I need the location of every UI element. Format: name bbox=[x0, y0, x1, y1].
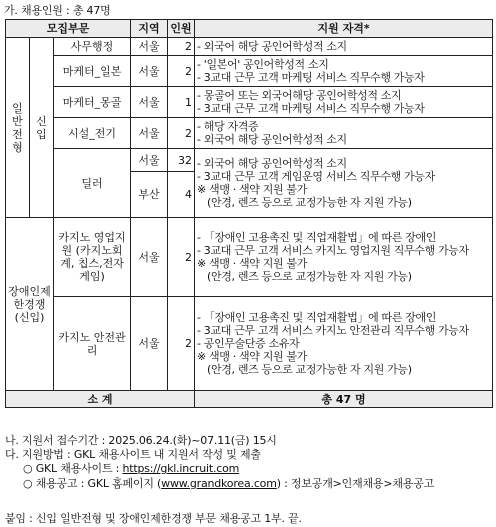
qualification-line: - 3교대 근무 고객 마케팅 서비스 직무수행 가능자 bbox=[197, 71, 425, 84]
count-cell: 4 bbox=[168, 172, 195, 218]
qualification-line: - 외국어 해당 공인어학성적 소지 bbox=[197, 133, 347, 146]
category-cell: 사무행정 bbox=[54, 38, 131, 56]
recruitment-table bbox=[5, 19, 493, 408]
qualification-line: - 3교대 근무 고객 마케팅 서비스 직무수행 가능자 bbox=[197, 102, 425, 115]
qualification-line: - 「장애인 고용촉진 및 직업재활법」에 따른 장애인 bbox=[197, 231, 437, 244]
notice-line bbox=[5, 477, 434, 491]
qualification-cell bbox=[195, 38, 493, 56]
count-cell: 2 bbox=[168, 218, 195, 297]
homepage-link[interactable]: www.grandkorea.com bbox=[161, 476, 277, 490]
qualification-line: - 몽골어 또는 외국어해당 공인어학성적 소지 bbox=[197, 89, 402, 102]
header-qualification: 지원 자격* bbox=[195, 20, 493, 38]
qualification-line: - 3교대 근무 고객 서비스 카지노 안전관리 직무수행 가능자 bbox=[197, 324, 469, 337]
qualification-line: - 외국어 해당 공인어학성적 소지 bbox=[197, 157, 347, 170]
count-cell: 32 bbox=[168, 149, 195, 172]
qualification-cell bbox=[195, 297, 493, 391]
notice-path: ) : 정보공개>인재채용>채용공고 bbox=[276, 476, 435, 490]
category-cell: 마케터_몽골 bbox=[54, 87, 131, 118]
qualification-line: - 3교대 근무 고객 게임운영 서비스 직무수행 가능자 bbox=[197, 170, 435, 183]
recruit-site-label: ○ GKL 채용사이트 : bbox=[23, 462, 123, 476]
notes bbox=[5, 434, 434, 491]
qualification-line: - 해당 자격증 bbox=[197, 120, 259, 133]
total-row bbox=[6, 391, 493, 408]
qualification-cell bbox=[195, 87, 493, 118]
category-cell: 시설_전기 bbox=[54, 118, 131, 149]
qualification-line: ※ 색맹 · 색약 지원 불가 bbox=[197, 183, 307, 196]
table-row bbox=[6, 56, 493, 87]
header-region: 지역 bbox=[131, 20, 168, 38]
region-cell: 서울 bbox=[131, 87, 168, 118]
qualification-line: - 공인무술단증 소유자 bbox=[197, 337, 300, 350]
header-category: 모집부문 bbox=[6, 20, 131, 38]
table-row bbox=[6, 38, 493, 56]
application-period: 나. 지원서 접수기간 : 2025.06.24.(화)~07.11(금) 15시 bbox=[5, 434, 277, 447]
region-cell: 서울 bbox=[131, 149, 168, 172]
region-cell: 서울 bbox=[131, 38, 168, 56]
header-count: 인원 bbox=[168, 20, 195, 38]
table-row bbox=[6, 118, 493, 149]
application-method: 다. 지원방법 : GKL 채용사이트 내 지원서 작성 및 제출 bbox=[5, 448, 261, 462]
qualification-line: - 3교대 근무 고객 서비스 카지노 영업지원 직무수행 가능자 bbox=[197, 244, 469, 257]
region-cell: 서울 bbox=[131, 56, 168, 87]
group-new: 신입 bbox=[30, 38, 54, 218]
region-cell: 서울 bbox=[131, 118, 168, 149]
qualification-line: - 외국어 해당 공인어학성적 소지 bbox=[197, 40, 347, 53]
table-row bbox=[6, 87, 493, 118]
qualification-line: ※ 색맹 · 색약 지원 불가 bbox=[197, 350, 307, 363]
region-cell: 부산 bbox=[131, 172, 168, 218]
qualification-line: ※ 색맹 · 색약 지원 불가 bbox=[197, 257, 307, 270]
qualification-line: (안경, 렌즈 등으로 교정가능한 자 지원 가능) bbox=[207, 363, 412, 376]
qualification-line: (안경, 렌즈 등으로 교정가능한 자 지원 가능) bbox=[207, 270, 412, 283]
category-cell: 딜러 bbox=[54, 149, 131, 218]
group-general: 일반전형 bbox=[6, 38, 30, 218]
total-value: 총 47 명 bbox=[195, 391, 493, 408]
qualification-cell bbox=[195, 149, 493, 218]
section-heading: 가. 채용인원 : 총 47명 bbox=[4, 4, 111, 17]
table-row bbox=[6, 297, 493, 391]
count-cell: 2 bbox=[168, 118, 195, 149]
category-cell: 카지노 안전관리 bbox=[54, 297, 131, 391]
attachment-note: 붙임 : 신입 일반전형 및 장애인제한경쟁 부문 채용공고 1부. 끝. bbox=[5, 512, 302, 525]
qualification-cell bbox=[195, 56, 493, 87]
count-cell: 1 bbox=[168, 87, 195, 118]
notice-label: ○ 채용공고 : GKL 홈페이지 ( bbox=[23, 476, 162, 490]
category-cell: 마케터_일본 bbox=[54, 56, 131, 87]
qualification-line: (안경, 렌즈 등으로 교정가능한 자 지원 가능) bbox=[207, 196, 412, 209]
count-cell: 2 bbox=[168, 38, 195, 56]
region-cell: 서울 bbox=[131, 297, 168, 391]
group-disabled: 장애인제한경쟁 (신입) bbox=[6, 218, 54, 391]
category-cell: 카지노 영업지원 (카지노회계, 칩스,전자게임) bbox=[54, 218, 131, 297]
count-cell: 2 bbox=[168, 297, 195, 391]
qualification-line: - '일본어' 공인어학성적 소지 bbox=[197, 58, 329, 71]
recruit-site-line bbox=[5, 462, 434, 476]
qualification-cell bbox=[195, 118, 493, 149]
total-label: 소 계 bbox=[6, 391, 195, 408]
table-header-row bbox=[6, 20, 493, 38]
recruit-site-link[interactable]: https://gkl.incruit.com bbox=[122, 462, 240, 476]
table-row bbox=[6, 218, 493, 297]
region-cell: 서울 bbox=[131, 218, 168, 297]
count-cell: 2 bbox=[168, 56, 195, 87]
qualification-line: - 「장애인 고용촉진 및 직업재활법」에 따른 장애인 bbox=[197, 311, 437, 324]
table-row bbox=[6, 149, 493, 172]
qualification-cell bbox=[195, 218, 493, 297]
